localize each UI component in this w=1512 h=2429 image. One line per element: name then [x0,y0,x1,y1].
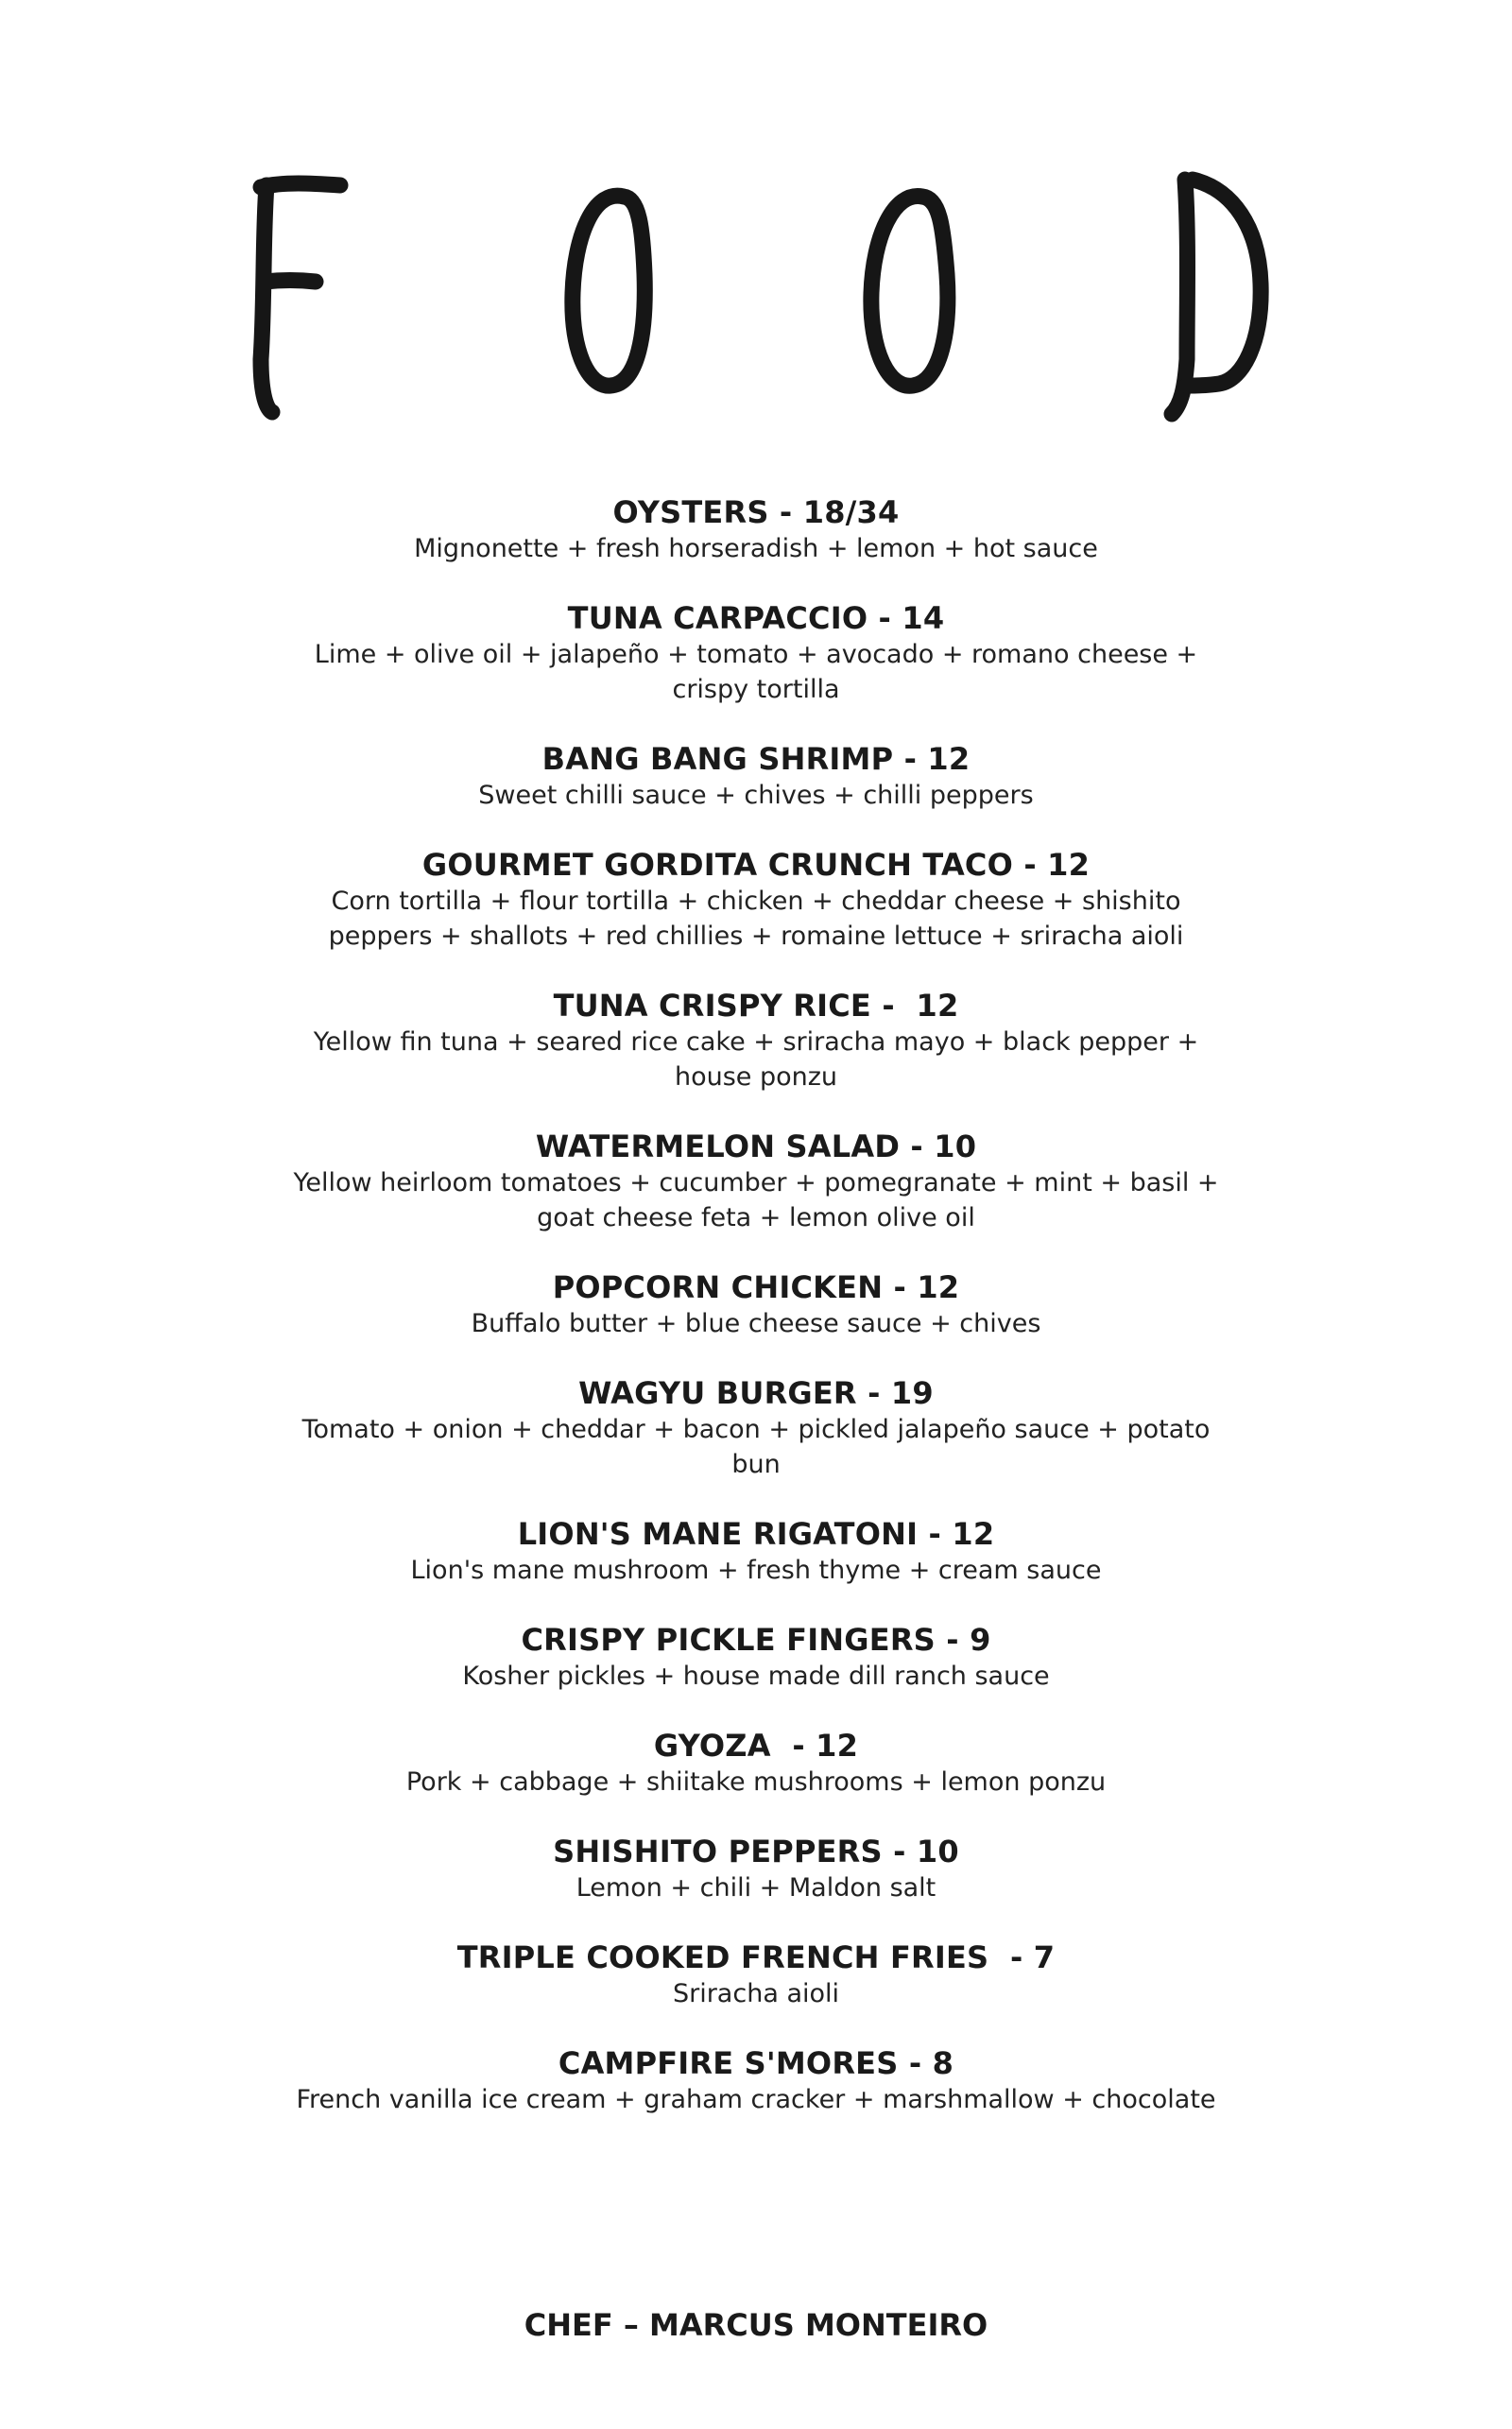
menu-item [255,599,1257,707]
item-description: Sriracha aioli [672,1979,840,2008]
item-name: LION'S MANE RIGATONI - 12 [517,1516,995,1552]
item-description: Corn tortilla + flour tortilla + chicken + cheddar cheese + shishito peppers + shallots + red chillies + romaine lettuce + sriracha aioli [328,887,1184,951]
menu-item [255,1515,1257,1588]
item-name: CRISPY PICKLE FINGERS - 9 [521,1622,991,1658]
item-description: French vanilla ice cream + graham cracker + marshmallow + chocolate [296,2085,1216,2114]
page-title [0,161,1512,435]
item-name: CAMPFIRE S'MORES - 8 [558,2045,954,2081]
chef-credit: CHEF – MARCUS MONTEIRO [524,2307,988,2343]
menu-item [255,1268,1257,1341]
item-name: TRIPLE COOKED FRENCH FRIES - 7 [456,1939,1056,1975]
item-description: Lime + olive oil + jalapeño + tomato + avocado + romano cheese + crispy tortilla [314,640,1198,704]
item-name: OYSTERS - 18/34 [612,494,900,530]
item-name: TUNA CRISPY RICE - 12 [553,988,959,1024]
item-name: WATERMELON SALAD - 10 [535,1128,977,1164]
item-description: Tomato + onion + cheddar + bacon + pickled jalapeño sauce + potato bun [301,1415,1211,1479]
menu-item [255,1938,1257,2011]
food-title-lettering [0,161,1512,435]
item-description: Buffalo butter + blue cheese sauce + chives [471,1309,1041,1338]
item-description: Yellow heirloom tomatoes + cucumber + pomegranate + mint + basil + goat cheese feta + lemon olive oil [293,1168,1219,1232]
item-description: Mignonette + fresh horseradish + lemon + hot sauce [414,534,1098,563]
item-name: TUNA CARPACCIO - 14 [567,600,945,636]
menu-item [255,1128,1257,1235]
item-name: BANG BANG SHRIMP - 12 [541,741,971,777]
menu-item [255,846,1257,954]
menu-item [255,1727,1257,1800]
item-description: Sweet chilli sauce + chives + chilli peppers [478,781,1034,810]
item-name: WAGYU BURGER - 19 [578,1375,934,1411]
menu-item [255,1621,1257,1694]
menu-item [255,1374,1257,1482]
item-description: Lion's mane mushroom + fresh thyme + cream sauce [410,1556,1102,1585]
menu-list [0,493,1512,2150]
menu-item [255,1833,1257,1905]
menu-item [255,987,1257,1094]
item-name: GOURMET GORDITA CRUNCH TACO - 12 [421,847,1091,883]
item-description: Kosher pickles + house made dill ranch sauce [462,1662,1050,1691]
menu-item [255,740,1257,813]
menu-item [255,493,1257,566]
item-description: Lemon + chili + Maldon salt [576,1873,936,1903]
item-description: Yellow fin tuna + seared rice cake + sriracha mayo + black pepper + house ponzu [313,1027,1199,1092]
item-name: POPCORN CHICKEN - 12 [552,1269,960,1305]
item-name: SHISHITO PEPPERS - 10 [553,1834,959,1869]
item-name: GYOZA - 12 [653,1728,859,1764]
item-description: Pork + cabbage + shiitake mushrooms + lemon ponzu [405,1767,1107,1797]
menu-item [255,2044,1257,2117]
